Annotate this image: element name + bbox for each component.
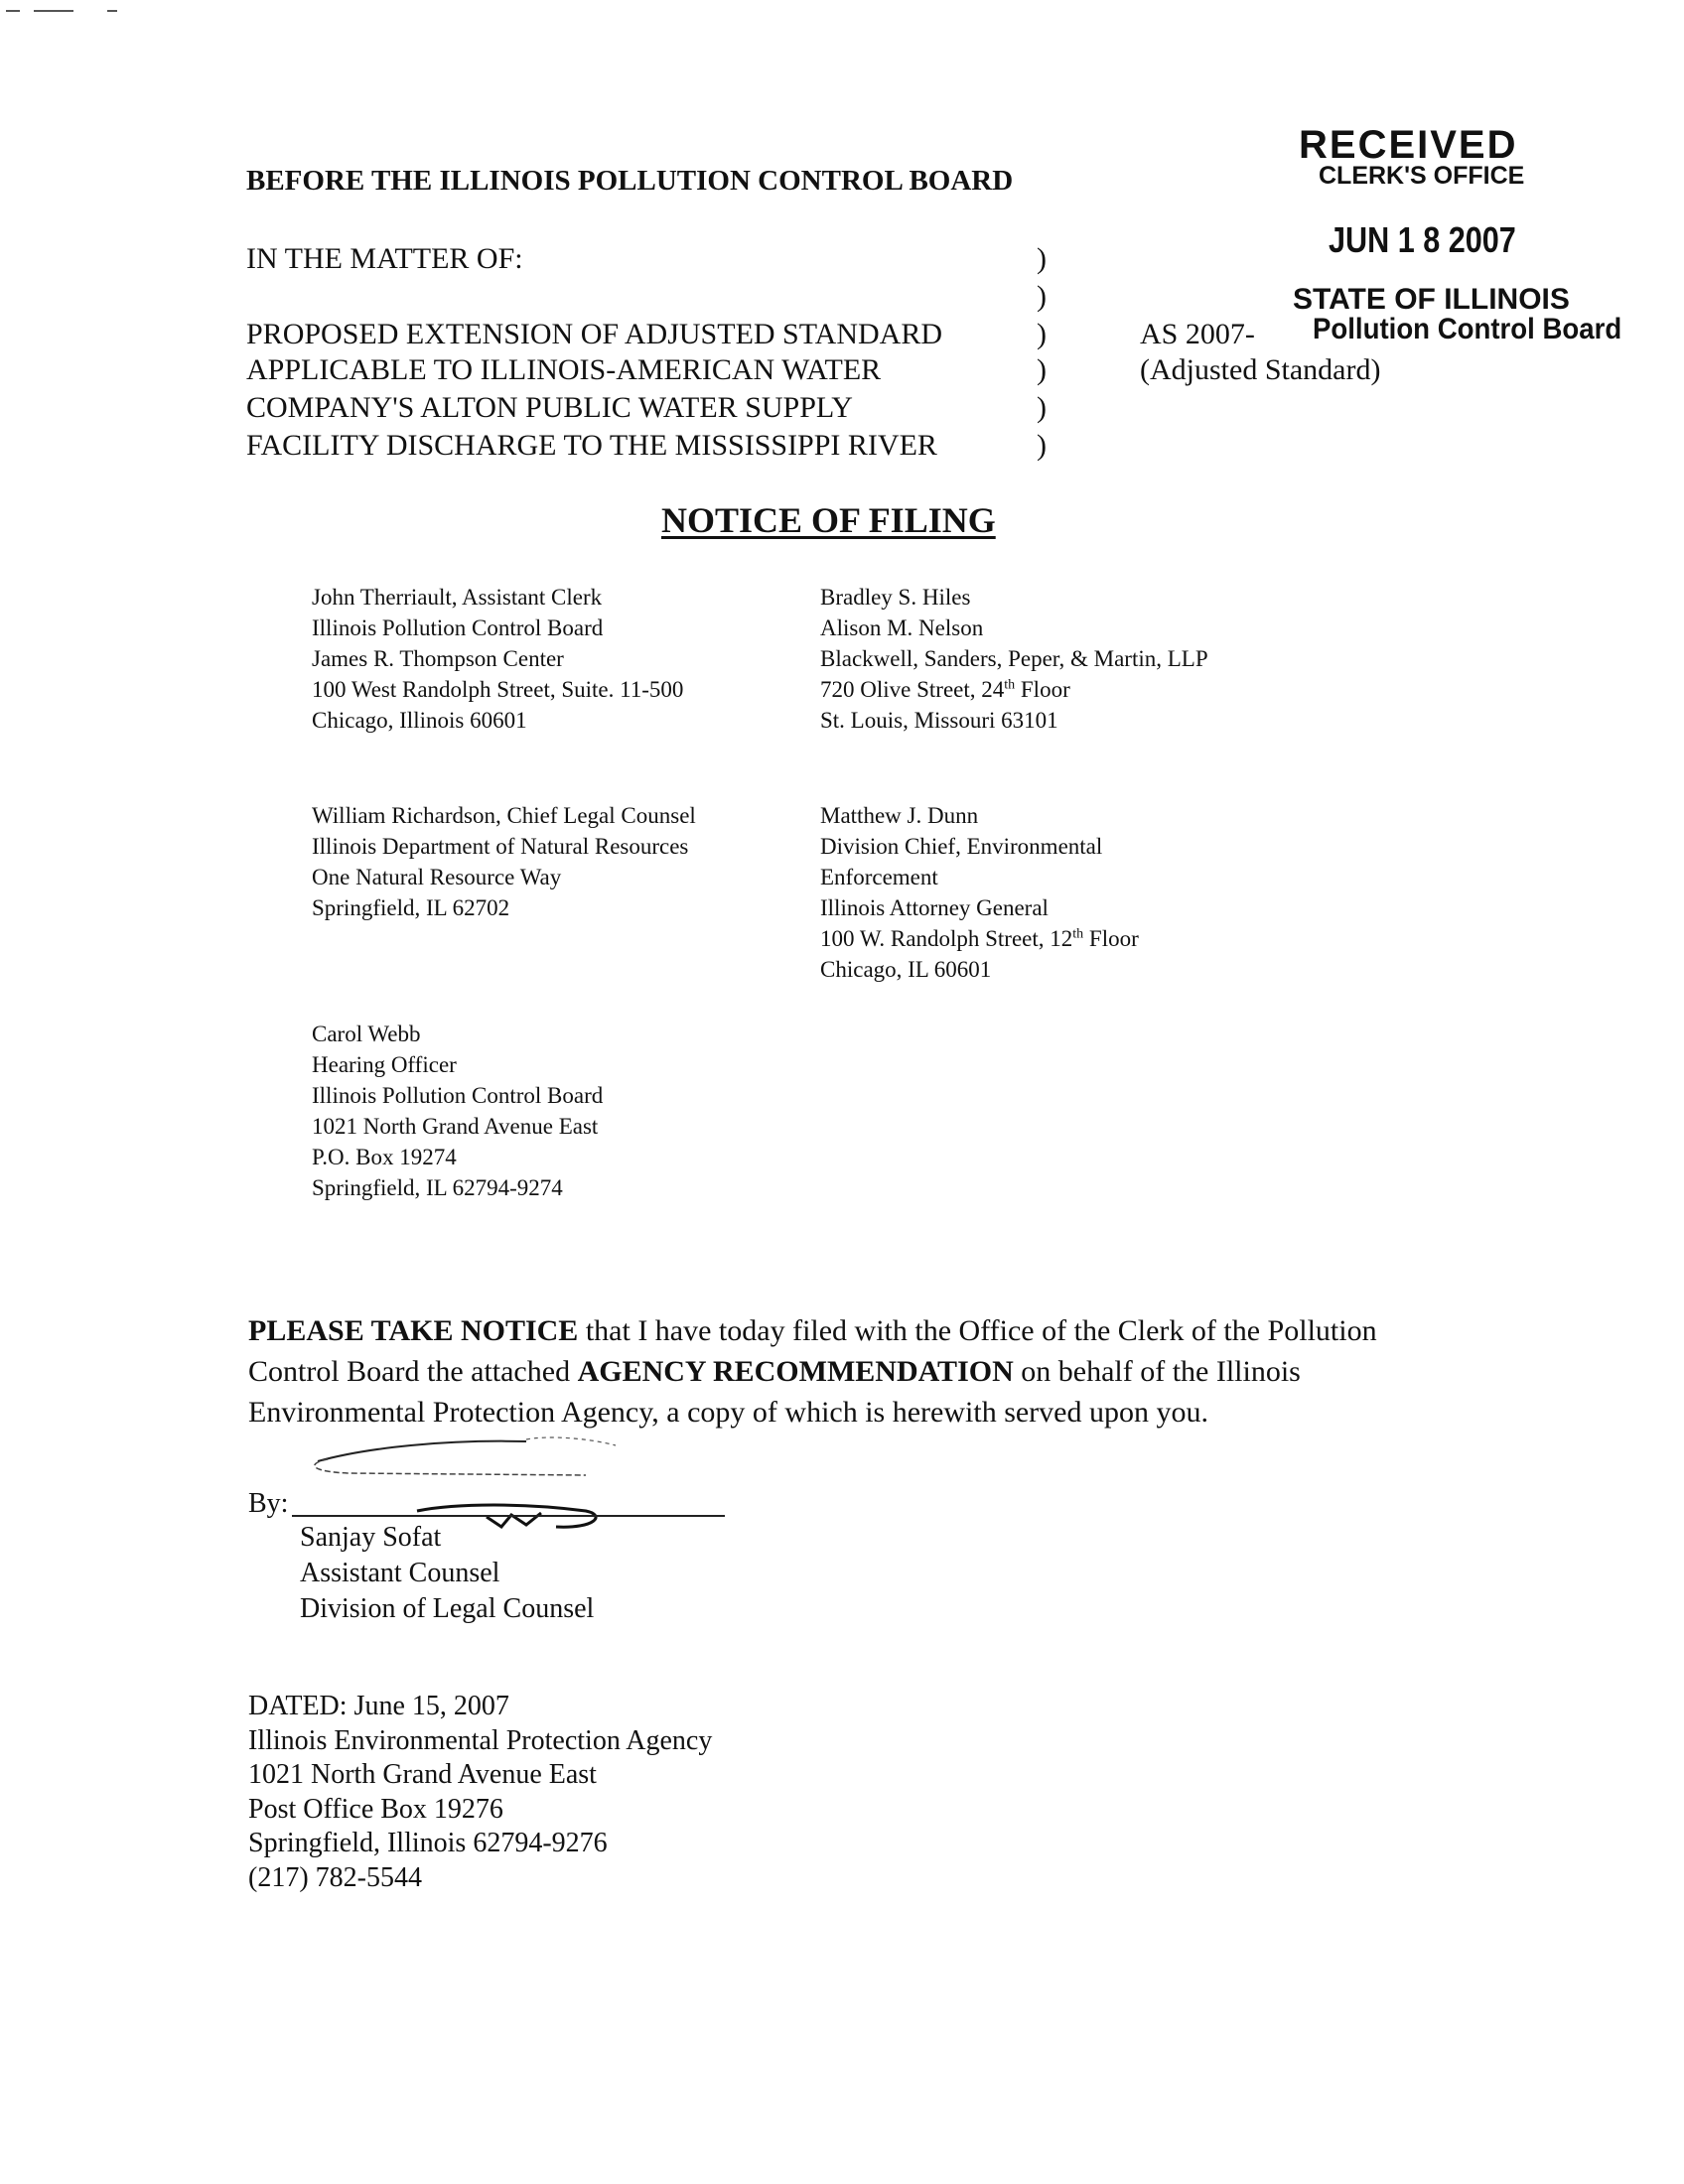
address-line: Chicago, Illinois 60601 [312,708,527,733]
caption-line: COMPANY'S ALTON PUBLIC WATER SUPPLY [246,391,853,424]
address-line: Chicago, IL 60601 [820,957,992,982]
recipient-richardson [312,800,696,923]
address-line: 1021 North Grand Avenue East [312,1114,599,1139]
by-label: By: [248,1488,289,1519]
signature-line [292,1515,725,1517]
ordinal: th [1072,926,1084,942]
agency-recommendation: AGENCY RECOMMENDATION [577,1355,1014,1388]
stamp-state: STATE OF ILLINOIS [1293,283,1570,316]
caption-line: PROPOSED EXTENSION OF ADJUSTED STANDARD [246,318,943,350]
stamp-board: Pollution Control Board [1313,313,1622,345]
address-line: Alison M. Nelson [820,615,984,640]
agency-name: Illinois Environmental Protection Agency [248,1724,713,1756]
recipient-therriault [312,582,683,736]
caption-paren: ) [1037,318,1047,350]
caption-paren: ) [1037,280,1047,313]
address-line: William Richardson, Chief Legal Counsel [312,803,696,828]
address-line [820,923,1139,954]
floor: Floor [1083,926,1139,951]
body-text: on behalf of the Illinois Environmental Protection Agency, a copy of which is herewith served upon you. [248,1355,1301,1429]
recipient-webb [312,1019,603,1203]
scan-artifact [107,10,117,12]
recipient-hiles [820,582,1208,736]
in-the-matter-of: IN THE MATTER OF: [246,242,523,275]
caption-paren: ) [1037,353,1047,386]
board-title: BEFORE THE ILLINOIS POLLUTION CONTROL BOARD [246,165,1014,197]
address-line: Illinois Department of Natural Resources [312,834,689,859]
address-line: Springfield, IL 62794-9274 [312,1175,563,1200]
address-line: James R. Thompson Center [312,646,564,671]
address-line: 100 West Randolph Street, Suite. 11-500 [312,677,684,702]
please-take-notice: PLEASE TAKE NOTICE [248,1314,579,1347]
address-line: Hearing Officer [312,1052,457,1077]
address-line: Springfield, IL 62702 [312,895,510,920]
dated: DATED: June 15, 2007 [248,1691,509,1721]
case-type: (Adjusted Standard) [1140,353,1381,386]
address-line: Carol Webb [312,1022,421,1046]
caption-line: FACILITY DISCHARGE TO THE MISSISSIPPI RIVER [246,429,937,462]
address-line: Illinois Pollution Control Board [312,615,604,640]
caption-paren: ) [1037,429,1047,462]
street: 100 W. Randolph Street, 12 [820,926,1073,951]
address-line: Division Chief, Environmental [820,834,1103,859]
ordinal: th [1004,677,1016,693]
body-text: that I have today filed with the Office of the Clerk of the Pollution Control Board the attached [248,1314,1377,1388]
address-line: John Therriault, Assistant Clerk [312,585,603,610]
agency-phone: (217) 782-5544 [248,1861,422,1893]
caption-paren: ) [1037,242,1047,275]
agency-address: 1021 North Grand Avenue East [248,1759,597,1790]
caption-paren: ) [1037,391,1047,424]
address-line [820,674,1208,705]
address-line: Bradley S. Hiles [820,585,971,610]
caption-line: APPLICABLE TO ILLINOIS-AMERICAN WATER [246,353,882,386]
address-line: Matthew J. Dunn [820,803,979,828]
stamp-date: JUN 1 8 2007 [1329,219,1516,260]
address-line: St. Louis, Missouri 63101 [820,708,1058,733]
address-line: One Natural Resource Way [312,865,562,889]
scan-artifact [6,10,20,12]
signer-title: Assistant Counsel [300,1558,500,1588]
address-line: P.O. Box 19274 [312,1145,457,1169]
street: 720 Olive Street, 24 [820,677,1005,702]
notice-title: NOTICE OF FILING [661,500,996,540]
address-line: Blackwell, Sanders, Peper, & Martin, LLP [820,646,1208,671]
scan-artifact [34,10,73,12]
agency-city: Springfield, Illinois 62794-9276 [248,1828,608,1858]
address-line: Illinois Pollution Control Board [312,1083,604,1108]
case-number: AS 2007- [1140,318,1255,350]
agency-po-box: Post Office Box 19276 [248,1793,503,1825]
stamp-clerks-office: CLERK'S OFFICE [1319,162,1525,190]
floor: Floor [1015,677,1070,702]
notice-paragraph [248,1310,1440,1433]
stamp-received: RECEIVED [1299,123,1518,167]
recipient-dunn [820,800,1139,985]
address-line: Enforcement [820,865,938,889]
signer-division: Division of Legal Counsel [300,1593,595,1624]
signer-name: Sanjay Sofat [300,1522,442,1553]
address-line: Illinois Attorney General [820,895,1049,920]
footer-block [248,1690,712,1895]
